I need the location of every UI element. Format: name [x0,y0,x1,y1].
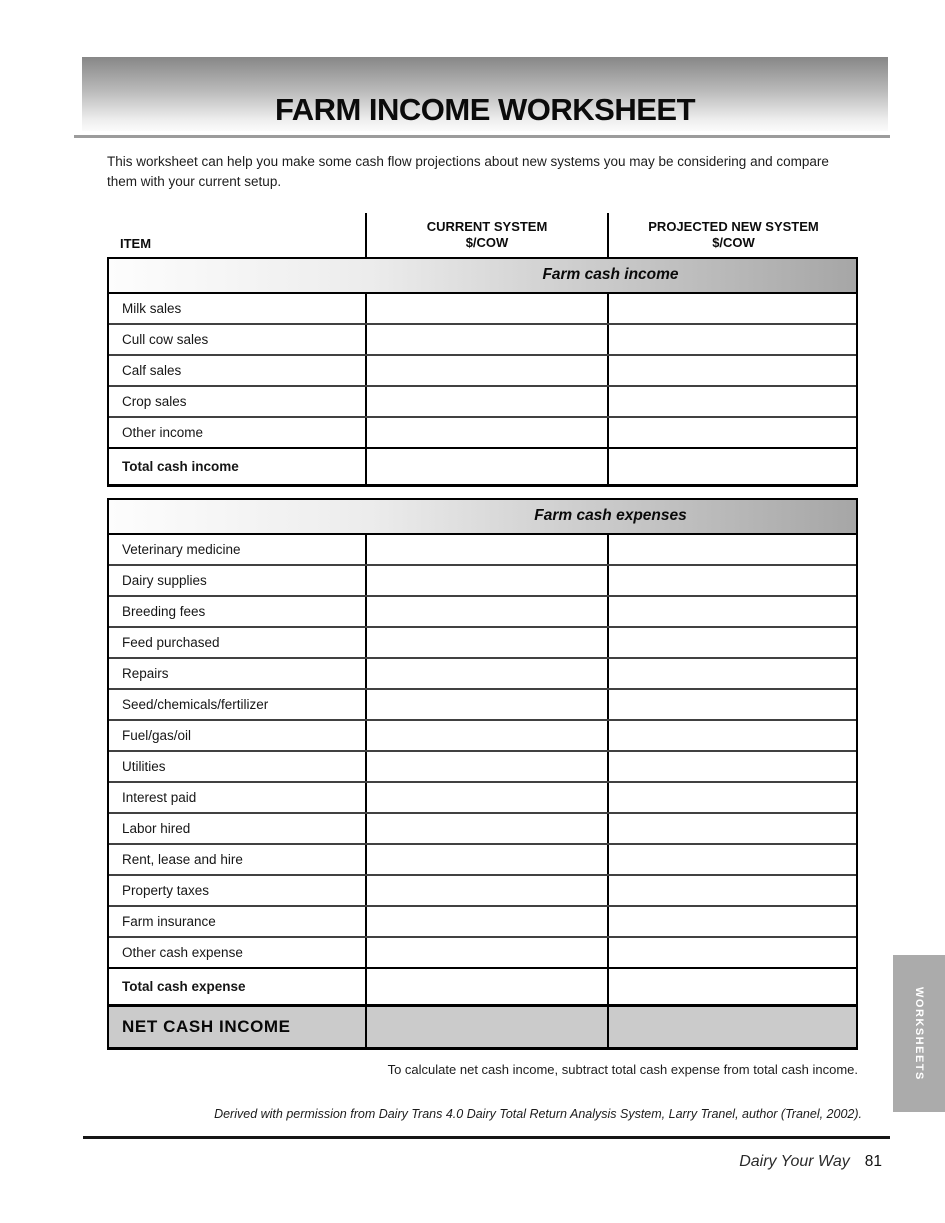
row-label: Feed purchased [122,635,220,650]
column-header-label: ITEM [120,236,152,251]
projected-system-cell [607,418,856,447]
row-label: Breeding fees [122,604,206,619]
table-row [109,564,856,595]
row-label: Dairy supplies [122,573,207,588]
row-label: Total cash expense [122,979,246,994]
row-label: Seed/chemicals/fertilizer [122,697,269,712]
table-row [109,843,856,874]
projected-system-cell [607,783,856,812]
current-system-cell [365,969,607,1004]
row-label: Veterinary medicine [122,542,241,557]
title-banner [82,57,888,131]
row-label: Cull cow sales [122,332,209,347]
expenses-section-banner [109,500,856,535]
current-system-cell [365,628,607,657]
row-label: Utilities [122,759,166,774]
current-system-cell [365,356,607,385]
current-system-cell [365,907,607,936]
projected-system-cell [607,566,856,595]
column-header-sublabel: $/COW [465,235,509,250]
projected-system-cell [607,907,856,936]
row-label: Fuel/gas/oil [122,728,192,743]
expenses-table [107,498,858,1050]
table-row [109,781,856,812]
row-label: Calf sales [122,363,182,378]
table-column-headers [107,213,858,257]
projected-system-cell [607,969,856,1004]
row-label: Farm insurance [122,914,216,929]
current-system-cell [365,783,607,812]
income-table [107,257,858,487]
income-total-row [109,447,856,484]
projected-system-cell [607,597,856,626]
income-section-banner [109,259,856,294]
footer-rule-divider [83,1136,890,1139]
table-row [109,657,856,688]
table-row [109,874,856,905]
column-header-projected-system [607,213,858,257]
intro-paragraph: This worksheet can help you make some cash flow projections about new systems you may be considering and compare them with your current setup. [107,154,829,189]
expenses-total-row [109,967,856,1004]
current-system-cell [365,721,607,750]
table-row [109,294,856,323]
table-row [109,688,856,719]
row-label: Other income [122,425,204,440]
page-number: 81 [864,1153,882,1170]
table-row [109,905,856,936]
table-row [109,719,856,750]
table-row [109,354,856,385]
credit-note: Derived with permission from Dairy Trans 4.0 Dairy Total Return Analysis System, Larry Tranel, author (Tranel, 2002). [214,1107,862,1121]
row-label: Crop sales [122,394,187,409]
worksheets-side-tab [893,955,945,1112]
calculation-note: To calculate net cash income, subtract total cash expense from total cash income. [387,1062,858,1077]
table-row [109,626,856,657]
table-row [109,323,856,354]
projected-system-cell [607,1007,856,1047]
current-system-cell [365,876,607,905]
current-system-cell [365,449,607,484]
table-row [109,416,856,447]
column-header-label: PROJECTED NEW SYSTEM [648,219,819,234]
projected-system-cell [607,690,856,719]
table-row [109,535,856,564]
table-row [109,750,856,781]
current-system-cell [365,938,607,967]
current-system-cell [365,845,607,874]
column-header-current-system [365,213,607,257]
column-header-label: CURRENT SYSTEM [426,219,548,234]
current-system-cell [365,597,607,626]
row-label: Other cash expense [122,945,243,960]
projected-system-cell [607,387,856,416]
projected-system-cell [607,659,856,688]
page-footer [739,1153,882,1171]
current-system-cell [365,535,607,564]
side-tab-label: WORKSHEETS [913,986,925,1081]
current-system-cell [365,387,607,416]
column-header-sublabel: $/COW [712,235,755,250]
column-header-item [107,213,365,257]
projected-system-cell [607,876,856,905]
projected-system-cell [607,294,856,323]
projected-system-cell [607,752,856,781]
row-label: Property taxes [122,883,210,898]
table-row [109,595,856,626]
row-label: Interest paid [122,790,197,805]
row-label: NET CASH INCOME [122,1017,291,1036]
row-label: Labor hired [122,821,191,836]
income-section-title: Farm cash income [542,265,679,283]
projected-system-cell [607,938,856,967]
table-row [109,385,856,416]
row-label: Repairs [122,666,169,681]
current-system-cell [365,752,607,781]
expenses-section-title: Farm cash expenses [534,506,687,524]
projected-system-cell [607,325,856,354]
book-title: Dairy Your Way [739,1153,850,1170]
row-label: Milk sales [122,301,182,316]
row-label: Rent, lease and hire [122,852,243,867]
current-system-cell [365,418,607,447]
table-row [109,812,856,843]
projected-system-cell [607,535,856,564]
current-system-cell [365,325,607,354]
current-system-cell [365,814,607,843]
table-row [109,936,856,967]
projected-system-cell [607,356,856,385]
current-system-cell [365,1007,607,1047]
projected-system-cell [607,721,856,750]
projected-system-cell [607,449,856,484]
current-system-cell [365,690,607,719]
current-system-cell [365,659,607,688]
projected-system-cell [607,845,856,874]
projected-system-cell [607,814,856,843]
projected-system-cell [607,628,856,657]
page-title: FARM INCOME WORKSHEET [274,92,696,127]
row-label: Total cash income [122,459,239,474]
current-system-cell [365,566,607,595]
current-system-cell [365,294,607,323]
net-cash-income-row [109,1004,856,1047]
banner-underline-divider [74,135,890,138]
